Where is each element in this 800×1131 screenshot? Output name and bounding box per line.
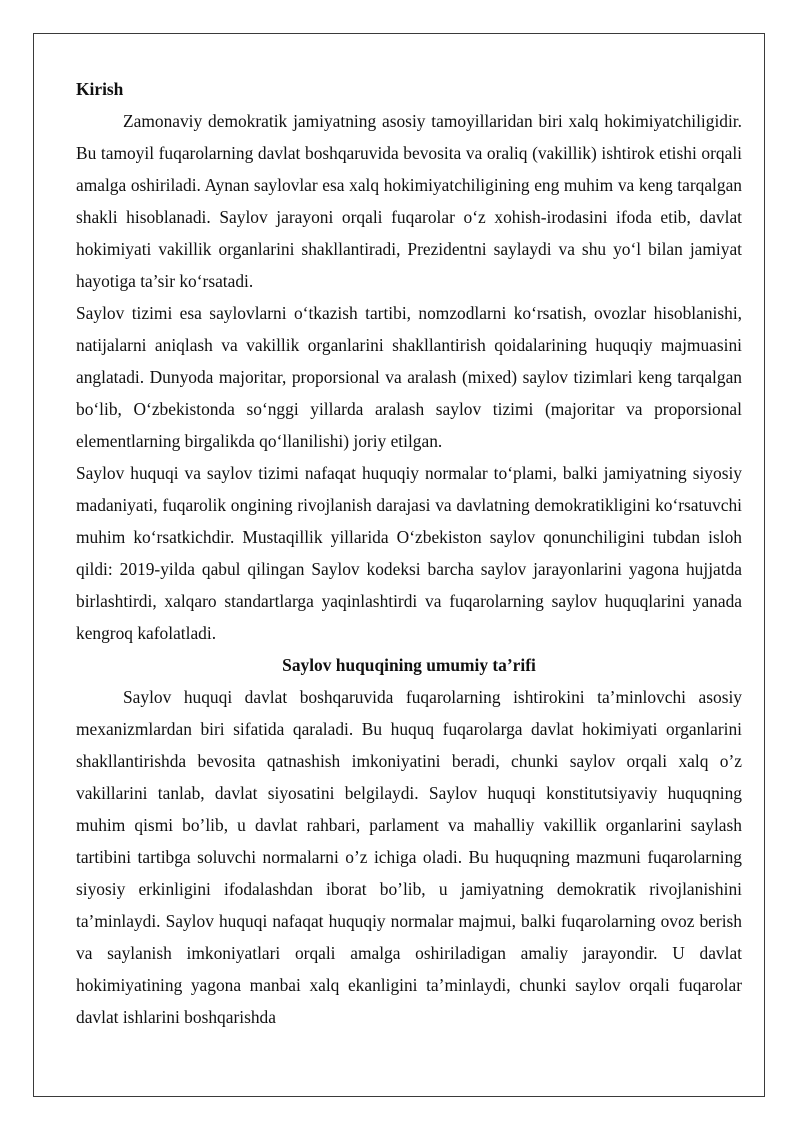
document-body [76,73,742,1033]
intro-paragraph-2: Saylov tizimi esa saylovlarni o‘tkazish tartibi, nomzodlarni ko‘rsatish, ovozlar hisoblanishi, natijalarni aniqlash va vakillik organlarini shakllantirish qoidalarining huquqiy majmuasini anglatadi. Dunyoda majoritar, proporsional va aralash (mixed) saylov tizimlari keng tarqalgan bo‘lib, O‘zbekistonda so‘nggi yillarda aralash saylov tizimi (majoritar va proporsional elementlarning birgalikda qo‘llanilishi) joriy etilgan. [76,303,742,451]
section-paragraph: Saylov huquqi davlat boshqaruvida fuqarolarning ishtirokini ta’minlovchi asosiy mexanizmlardan biri sifatida qaraladi. Bu huquq fuqarolarga davlat hokimiyati organlarini shakllantirishda bevosita qatnashish imkoniyatini beradi, chunki saylov orqali xalq o’z vakillarini tanlab, davlat siyosatini belgilaydi. Saylov huquqi konstitutsiyaviy huquqning muhim qismi bo’lib, u davlat rahbari, parlament va mahalliy vakillik organlarini saylash tartibini tartibga soluvchi normalarni o’z ichiga oladi. Bu huquqning mazmuni fuqarolarning siyosiy erkinligini ifodalashdan iborat bo’lib, u jamiyatning demokratik rivojlanishini ta’minlaydi. Saylov huquqi nafaqat huquqiy normalar majmui, balki fuqarolarning ovoz berish va saylanish imkoniyatlari orqali amalga oshiriladigan amaliy jarayondir. U davlat hokimiyatining yagona manbai xalq ekanligini ta’minlaydi, chunki saylov orqali fuqarolar davlat ishlarini boshqarishda [76,687,742,1027]
section-heading: Saylov huquqining umumiy ta’rifi [282,655,536,675]
intro-heading: Kirish [76,79,124,99]
intro-paragraph-3: Saylov huquqi va saylov tizimi nafaqat huquqiy normalar to‘plami, balki jamiyatning siyosiy madaniyati, fuqarolik ongining rivojlanish darajasi va davlatning demokratikligini ko‘rsatuvchi muhim ko‘rsatkichdir. Mustaqillik yillarida O‘zbekiston saylov qonunchiligini tubdan isloh qildi: 2019-yilda qabul qilingan Saylov kodeksi barcha saylov jarayonlarini yagona hujjatda birlashtirdi, xalqaro standartlarga yaqinlashtirdi va fuqarolarning saylov huquqlarini yanada kengroq kafolatladi. [76,463,742,643]
intro-paragraph-1: Zamonaviy demokratik jamiyatning asosiy tamoyillaridan biri xalq hokimiyatchiligidir. Bu tamoyil fuqarolarning davlat boshqaruvida bevosita va oraliq (vakillik) ishtirok etishi orqali amalga oshiriladi. Aynan saylovlar esa xalq hokimiyatchiligining eng muhim va keng tarqalgan shakli hisoblanadi. Saylov jarayoni orqali fuqarolar o‘z xohish-irodasini ifoda etib, davlat hokimiyati vakillik organlarini shakllantiradi, Prezidentni saylaydi va shu yo‘l bilan jamiyat hayotiga ta’sir ko‘rsatadi. [76,111,742,291]
